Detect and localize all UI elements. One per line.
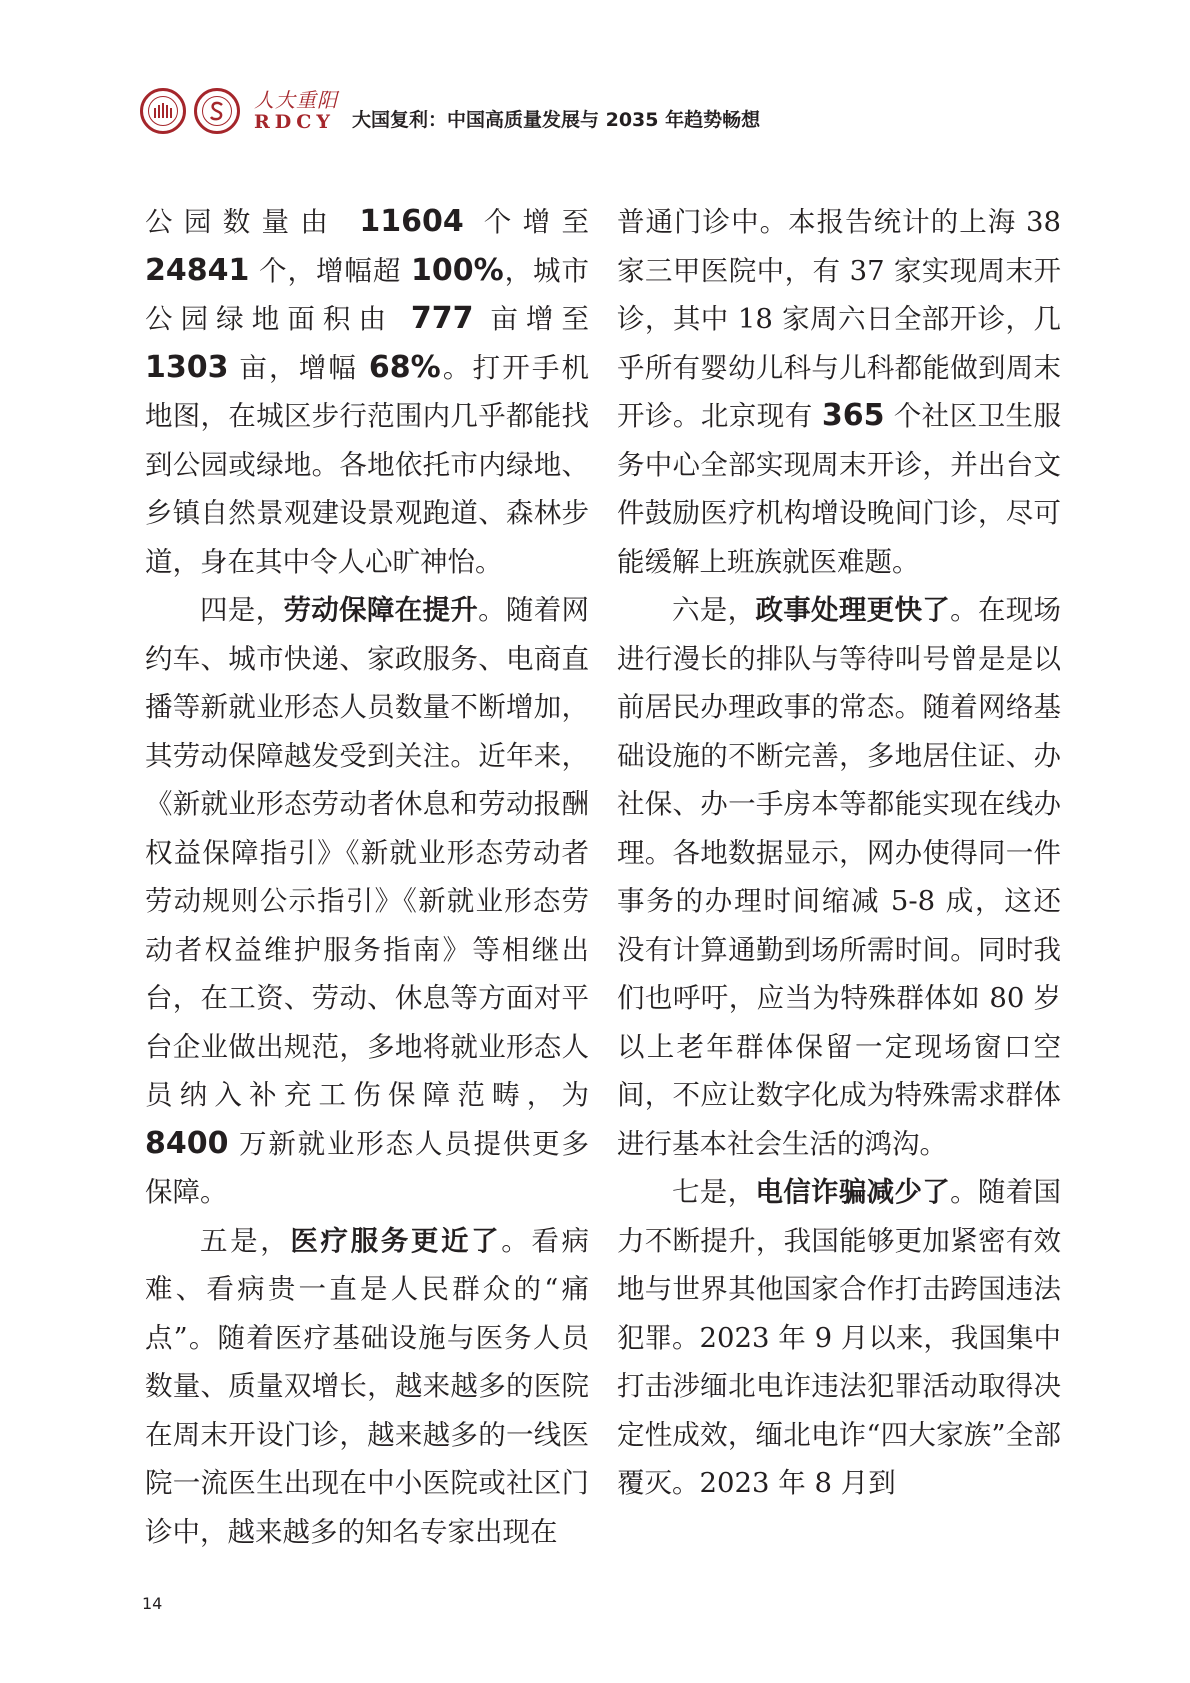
text-run: 亩，增幅 (228, 351, 369, 384)
section-heading: 电信诈骗减少了 (755, 1176, 951, 1208)
text-run: 亩增至 (473, 303, 589, 335)
stat-number: 24841 (145, 252, 250, 288)
section-heading: 劳动保障在提升 (283, 594, 479, 626)
text-run: 。看病难、看病贵一直是人民群众的“痛点”。随着医疗基础设施与医务人员数量、质量双增长，越来越多的医院在周末开设门诊，越来越多的一线医院一流医生出现在中小医院或社区门诊中，越来越多的知名专家出现在 (145, 1224, 589, 1548)
seal-emblem-icon (153, 102, 173, 120)
text-run: 普通门诊中。本报告统计的上海 38 家三甲医院中，有 37 家实现周末开诊，其中 18 家周六日全部开诊，几乎所有婴幼儿科与儿科都能做到周末开诊。北京现有 (617, 206, 1061, 432)
paragraph-medical-services (145, 1217, 589, 1557)
stat-number: 100% (410, 252, 504, 288)
text-run: ，城市公园绿地面积由 (145, 254, 590, 335)
stat-number: 11604 (359, 204, 464, 239)
emblem-s-icon (208, 101, 226, 121)
logo-english-text: RDCY (254, 111, 335, 133)
stat-number: 777 (410, 301, 474, 336)
text-run: 公园数量由 (145, 206, 360, 238)
paragraph-telecom-fraud (617, 1168, 1061, 1508)
section-heading: 政事处理更快了 (755, 594, 951, 626)
stat-number: 1303 (145, 349, 229, 385)
page-number: 14 (142, 1594, 163, 1613)
university-seal-logo (140, 88, 186, 134)
logo-chinese-text: 人大重阳 (254, 88, 338, 112)
page-header (140, 78, 760, 144)
text-run: 七是， (672, 1176, 756, 1208)
text-run: 。随着网约车、城市快递、家政服务、电商直播等新就业形态人员数量不断增加，其劳动保障越发受到关注。近年来，《新就业形态劳动者休息和劳动报酬权益保障指引》《新就业形态劳动者劳动规则公示指引》《新就业形态劳动者权益维护服务指南》等相继出台，在工资、劳动、休息等方面对平台企业做出规范，多地将就业形态人员纳入补充工伤保障范畴，为 (145, 594, 590, 1111)
text-run: 万新就业形态人员提供更多保障。 (145, 1127, 589, 1208)
running-header-title: 大国复利：中国高质量发展与 2035 年趋势畅想 (352, 108, 761, 131)
stat-number: 68% (368, 349, 441, 385)
emblem-inner-ring (202, 96, 232, 126)
rdcy-emblem-logo (194, 88, 240, 134)
text-run: 。随着国力不断提升，我国能够更加紧密有效地与世界其他国家合作打击跨国违法犯罪。2023 年 9 月以来，我国集中打击涉缅北电诈违法犯罪活动取得决定性成效，缅北电诈“四大家族”全部覆灭。2023 年 8 月到 (617, 1176, 1062, 1499)
text-run: 。在现场进行漫长的排队与等待叫号曾是是以前居民办理政事的常态。随着网络基础设施的不断完善，多地居住证、办社保、办一手房本等都能实现在线办理。各地数据显示，网办使得同一件事务的办理时间缩减 5-8 成，这还没有计算通勤到场所需时间。同时我们也呼吁，应当为特殊群体如 80 岁以上老年群体保留一定现场窗口空间，不应让数字化成为特殊需求群体进行基本社会生活的鸿沟。 (617, 594, 1062, 1160)
stat-number: 365 (821, 398, 885, 433)
text-run: 个，增幅超 (249, 254, 411, 287)
right-column (617, 198, 1061, 1508)
text-run: 四是， (200, 594, 284, 626)
text-run: 。打开手机地图，在城区步行范围内几乎都能找到公园或绿地。各地依托市内绿地、乡镇自然景观建设景观跑道、森林步道，身在其中令人心旷神怡。 (145, 351, 590, 578)
rdcy-wordmark (254, 89, 338, 133)
text-run: 五是， (200, 1224, 291, 1257)
text-run: 六是， (672, 594, 756, 626)
stat-number: 8400 (145, 1125, 229, 1161)
text-run: 个增至 (463, 206, 589, 238)
paragraph-government-affairs (617, 586, 1061, 1168)
seal-inner-ring (148, 96, 178, 126)
section-heading: 医疗服务更近了 (290, 1224, 502, 1257)
text-run: 个社区卫生服务中心全部实现周末开诊，并出台文件鼓励医疗机构增设晚间门诊，尽可能缓解上班族就医难题。 (617, 400, 1061, 578)
paragraph-clinics (617, 198, 1061, 586)
left-column (145, 198, 589, 1556)
paragraph-parks (145, 198, 589, 586)
paragraph-labor-protection (145, 586, 589, 1217)
